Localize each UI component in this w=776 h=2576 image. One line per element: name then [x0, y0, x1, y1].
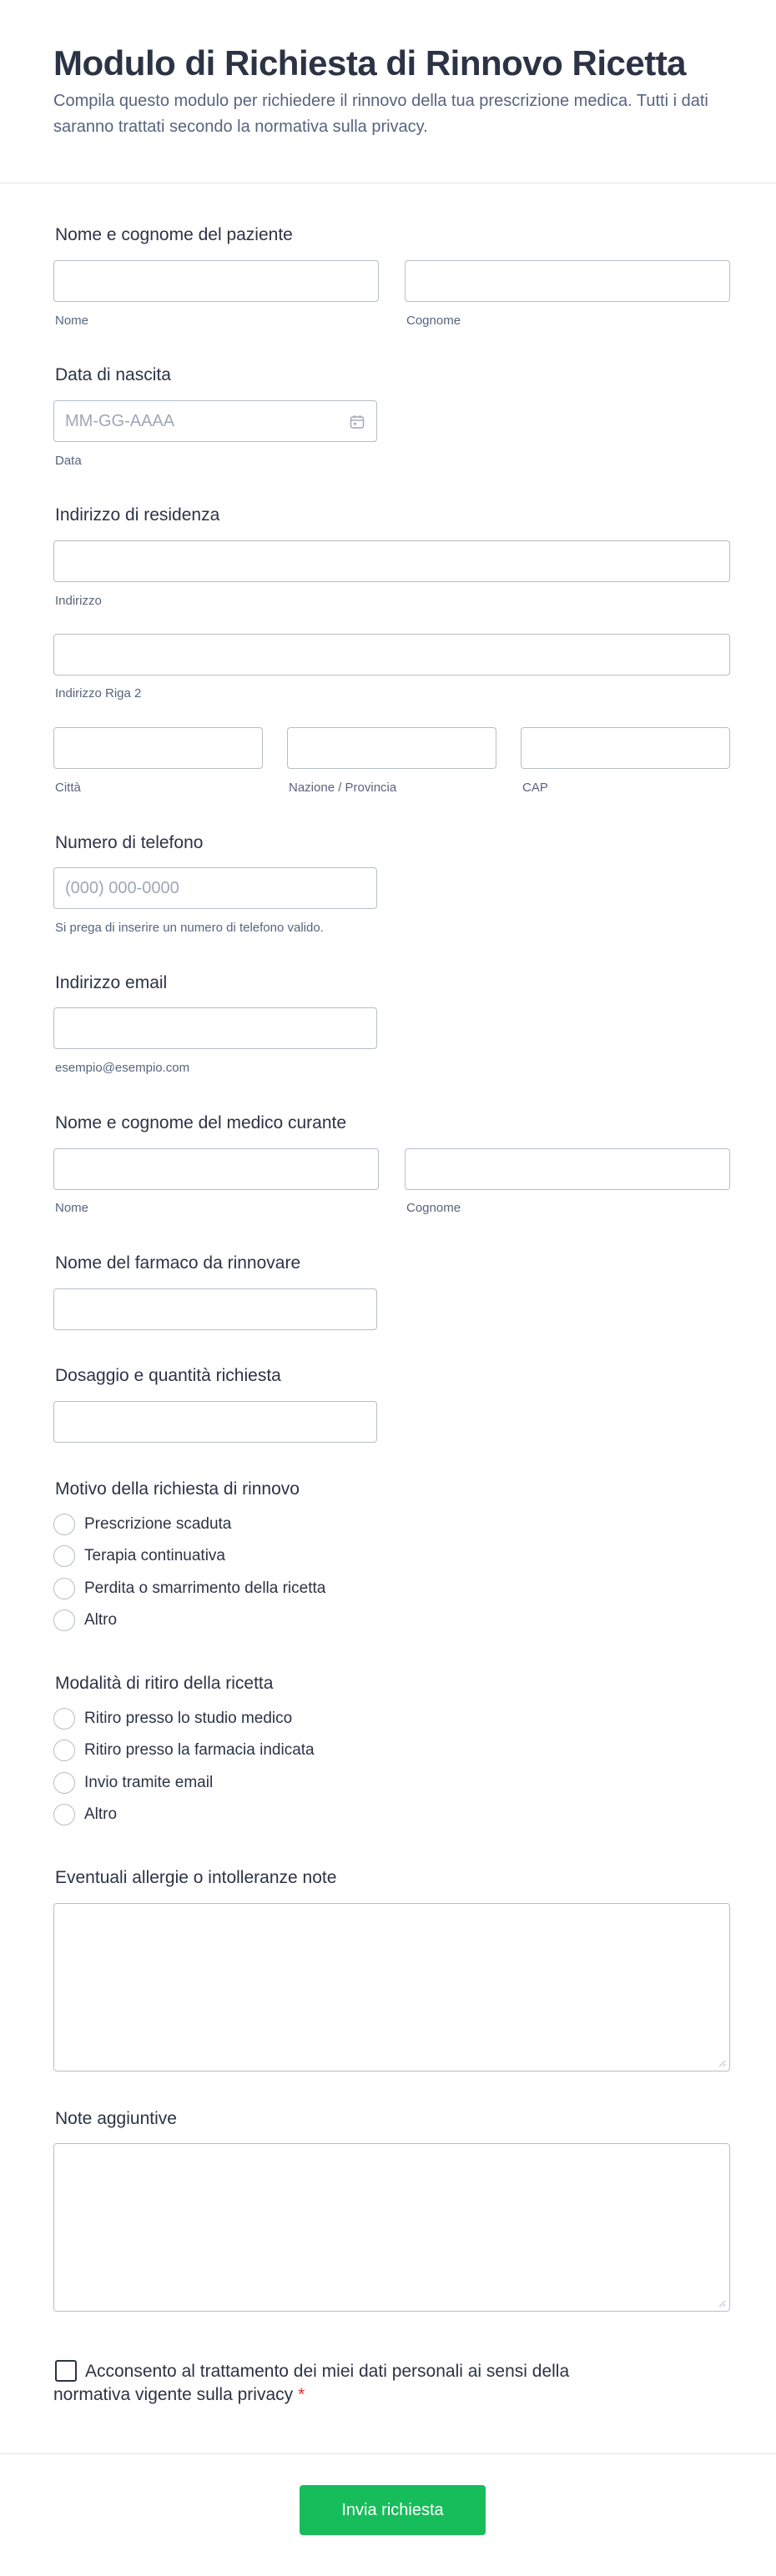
- doctor-last-name-input[interactable]: [405, 1148, 730, 1190]
- email-label: Indirizzo email: [55, 973, 168, 992]
- phone-label: Numero di telefono: [55, 833, 204, 852]
- patient-first-name-input[interactable]: [53, 260, 379, 302]
- notes-textarea[interactable]: [53, 2143, 730, 2312]
- form-header: [0, 0, 776, 183]
- phone-sublabel: Si prega di inserire un numero di telefono valido.: [55, 921, 324, 935]
- email-sublabel: esempio@esempio.com: [55, 1061, 190, 1075]
- radio-button[interactable]: [53, 1609, 75, 1631]
- radio-button[interactable]: [53, 1514, 75, 1535]
- birth-date-placeholder: MM-GG-AAAA: [65, 412, 175, 430]
- resize-grip-icon[interactable]: [718, 2299, 726, 2307]
- reason-option-label: Prescrizione scaduta: [84, 1515, 232, 1533]
- patient-first-name-sublabel: Nome: [55, 314, 89, 328]
- city-input[interactable]: [53, 727, 263, 769]
- reason-option-label: Terapia continuativa: [84, 1547, 225, 1564]
- calendar-icon[interactable]: [350, 414, 365, 429]
- radio-button[interactable]: [53, 1804, 75, 1825]
- address-line1-input[interactable]: [53, 540, 730, 582]
- reason-label: Motivo della richiesta di rinnovo: [55, 1479, 300, 1499]
- consent-text: Acconsento al trattamento dei miei dati personali ai sensi della normativa vigente sulla privacy: [53, 2362, 570, 2404]
- footer-divider: [0, 2453, 776, 2454]
- state-province-sublabel: Nazione / Provincia: [289, 781, 397, 795]
- zip-input[interactable]: [521, 727, 730, 769]
- city-sublabel: Città: [55, 781, 81, 795]
- patient-name-label: Nome e cognome del paziente: [55, 225, 293, 244]
- radio-button[interactable]: [53, 1740, 75, 1761]
- birth-date-sublabel: Data: [55, 454, 82, 468]
- birth-date-input[interactable]: [53, 400, 377, 442]
- address-line1-sublabel: Indirizzo: [55, 594, 102, 608]
- dosage-label: Dosaggio e quantità richiesta: [55, 1366, 281, 1385]
- state-province-input[interactable]: [287, 727, 496, 769]
- address-label: Indirizzo di residenza: [55, 505, 220, 525]
- zip-sublabel: CAP: [522, 781, 548, 795]
- notes-label: Note aggiuntive: [55, 2109, 177, 2128]
- pickup-label: Modalità di ritiro della ricetta: [55, 1674, 274, 1693]
- allergies-label: Eventuali allergie o intolleranze note: [55, 1868, 337, 1887]
- doctor-name-label: Nome e cognome del medico curante: [55, 1113, 347, 1132]
- page-title: Modulo di Richiesta di Rinnovo Ricetta: [53, 43, 687, 83]
- resize-grip-icon[interactable]: [718, 2059, 726, 2067]
- medication-input[interactable]: [53, 1288, 377, 1330]
- pickup-option-label: Altro: [84, 1805, 118, 1823]
- doctor-first-name-sublabel: Nome: [55, 1201, 89, 1215]
- required-mark: *: [298, 2385, 305, 2404]
- phone-input[interactable]: [53, 867, 377, 909]
- email-input[interactable]: [53, 1007, 377, 1049]
- radio-button[interactable]: [53, 1772, 75, 1794]
- medication-label: Nome del farmaco da rinnovare: [55, 1253, 301, 1273]
- address-line2-sublabel: Indirizzo Riga 2: [55, 686, 142, 700]
- submit-button[interactable]: Invia richiesta: [300, 2485, 486, 2535]
- pickup-option-label: Ritiro presso la farmacia indicata: [84, 1741, 315, 1759]
- pickup-option-label: Ritiro presso lo studio medico: [84, 1710, 293, 1727]
- doctor-first-name-input[interactable]: [53, 1148, 379, 1190]
- pickup-option-label: Invio tramite email: [84, 1774, 214, 1791]
- reason-option-label: Altro: [84, 1611, 118, 1629]
- birth-date-label: Data di nascita: [55, 365, 171, 384]
- consent-label: [53, 2360, 637, 2407]
- radio-button[interactable]: [53, 1578, 75, 1599]
- address-line2-input[interactable]: [53, 634, 730, 675]
- patient-last-name-sublabel: Cognome: [406, 314, 461, 328]
- allergies-textarea[interactable]: [53, 1903, 730, 2071]
- page-subtitle: Compila questo modulo per richiedere il rinnovo della tua prescrizione medica. Tutti i dati saranno trattati secondo la normativa sulla privacy.: [53, 92, 708, 136]
- radio-button[interactable]: [53, 1545, 75, 1567]
- patient-last-name-input[interactable]: [405, 260, 730, 302]
- radio-button[interactable]: [53, 1708, 75, 1730]
- reason-option-label: Perdita o smarrimento della ricetta: [84, 1579, 326, 1597]
- doctor-last-name-sublabel: Cognome: [406, 1201, 461, 1215]
- phone-placeholder: (000) 000-0000: [65, 879, 179, 897]
- dosage-input[interactable]: [53, 1401, 377, 1443]
